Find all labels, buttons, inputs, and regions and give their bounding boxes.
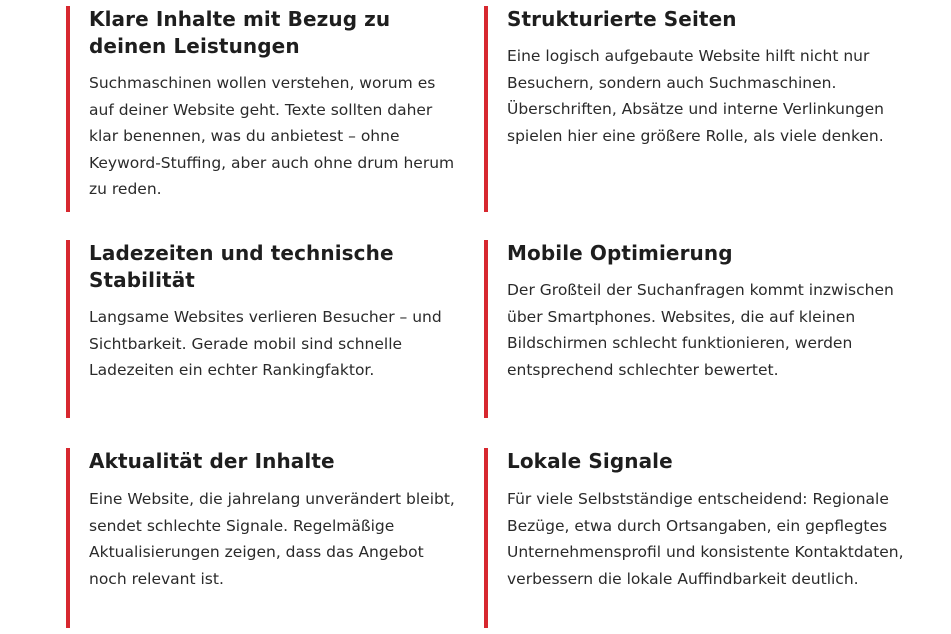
content-card-klare-inhalte bbox=[66, 6, 471, 212]
card-title: Ladezeiten und technische Stabilität bbox=[89, 241, 394, 292]
card-title: Lokale Signale bbox=[507, 449, 673, 473]
card-text: Suchmaschinen wollen verstehen, worum es auf deiner Website geht. Texte sollten daher klar benennen, was du anbietest – ohne Keyword-Stuffing, aber auch ohne drum herum zu reden. bbox=[89, 74, 455, 198]
content-card-mobile-optimierung bbox=[484, 240, 924, 418]
card-text: Der Großteil der Suchanfragen kommt inzwischen über Smartphones. Websites, die auf kleinen Bildschirmen schlecht funktionieren, werden entsprechend schlechter bewertet. bbox=[507, 281, 894, 379]
content-card-aktualitaet bbox=[66, 448, 471, 628]
card-text: Für viele Selbstständige entscheidend: Regionale Bezüge, etwa durch Ortsangaben, ein gepflegtes Unternehmensprofil und konsistente Kontaktdaten, verbessern die lokale Auffindbarkeit deutlich. bbox=[507, 490, 904, 588]
card-text: Eine logisch aufgebaute Website hilft nicht nur Besuchern, sondern auch Suchmaschinen. Überschriften, Absätze und interne Verlinkungen spielen hier eine größere Rolle, als viele denken. bbox=[507, 47, 884, 145]
card-text: Eine Website, die jahrelang unverändert bleibt, sendet schlechte Signale. Regelmäßige Aktualisierungen zeigen, dass das Angebot noch relevant ist. bbox=[89, 490, 455, 588]
card-title: Strukturierte Seiten bbox=[507, 7, 737, 31]
card-title: Klare Inhalte mit Bezug zu deinen Leistungen bbox=[89, 7, 391, 58]
card-title: Aktualität der Inhalte bbox=[89, 449, 335, 473]
content-card-ladezeiten bbox=[66, 240, 471, 418]
content-card-lokale-signale bbox=[484, 448, 924, 628]
content-card-strukturierte-seiten bbox=[484, 6, 924, 212]
card-text: Langsame Websites verlieren Besucher – und Sichtbarkeit. Gerade mobil sind schnelle Ladezeiten ein echter Rankingfaktor. bbox=[89, 308, 442, 379]
card-title: Mobile Optimierung bbox=[507, 241, 733, 265]
